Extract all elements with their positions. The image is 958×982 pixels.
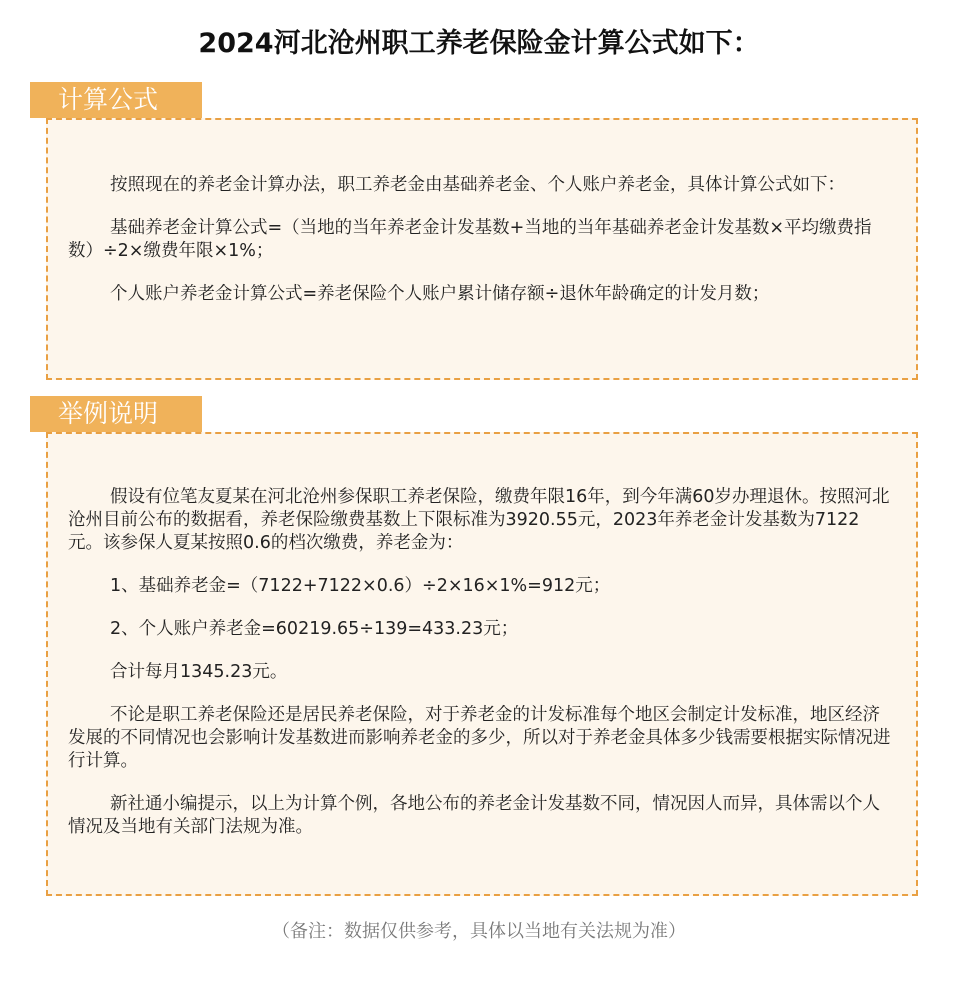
footnote: （备注：数据仅供参考，具体以当地有关法规为准） bbox=[272, 921, 686, 942]
example-scenario-paragraph: 假设有位笔友夏某在河北沧州参保职工养老保险，缴费年限16年，到今年满60岁办理退休。按照河北沧州目前公布的数据看，养老保险缴费基数上下限标准为3920.55元，2023年养老金计发基数为7122元。该参保人夏某按照0.6的档次缴费，养老金为： bbox=[68, 487, 890, 553]
section-heading-formula: 计算公式 bbox=[30, 82, 202, 118]
example-personal-account: 2、个人账户养老金=60219.65÷139=433.23元； bbox=[110, 619, 519, 639]
basic-pension-formula: 基础养老金计算公式=（当地的当年养老金计发基数+当地的当年基础养老金计发基数×平均缴费指数）÷2×缴费年限×1%； bbox=[68, 218, 872, 261]
example-total: 合计每月1345.23元。 bbox=[110, 662, 288, 682]
example-basic-pension: 1、基础养老金=（7122+7122×0.6）÷2×16×1%=912元； bbox=[110, 576, 611, 596]
formula-intro-paragraph: 按照现在的养老金计算办法，职工养老金由基础养老金、个人账户养老金，具体计算公式如下： bbox=[110, 175, 845, 195]
example-box bbox=[46, 432, 918, 896]
formula-box bbox=[46, 118, 918, 380]
example-note-paragraph: 不论是职工养老保险还是居民养老保险，对于养老金的计发标准每个地区会制定计发标准，地区经济发展的不同情况也会影响计发基数进而影响养老金的多少，所以对于养老金具体多少钱需要根据实际情况进行计算。 bbox=[68, 705, 891, 771]
section-heading-example: 举例说明 bbox=[30, 396, 202, 432]
page-title: 2024河北沧州职工养老保险金计算公式如下： bbox=[198, 28, 760, 59]
personal-account-formula: 个人账户养老金计算公式=养老保险个人账户累计储存额÷退休年龄确定的计发月数； bbox=[110, 284, 770, 304]
editor-tip-paragraph: 新社通小编提示，以上为计算个例，各地公布的养老金计发基数不同，情况因人而异，具体需以个人情况及当地有关部门法规为准。 bbox=[68, 794, 880, 837]
